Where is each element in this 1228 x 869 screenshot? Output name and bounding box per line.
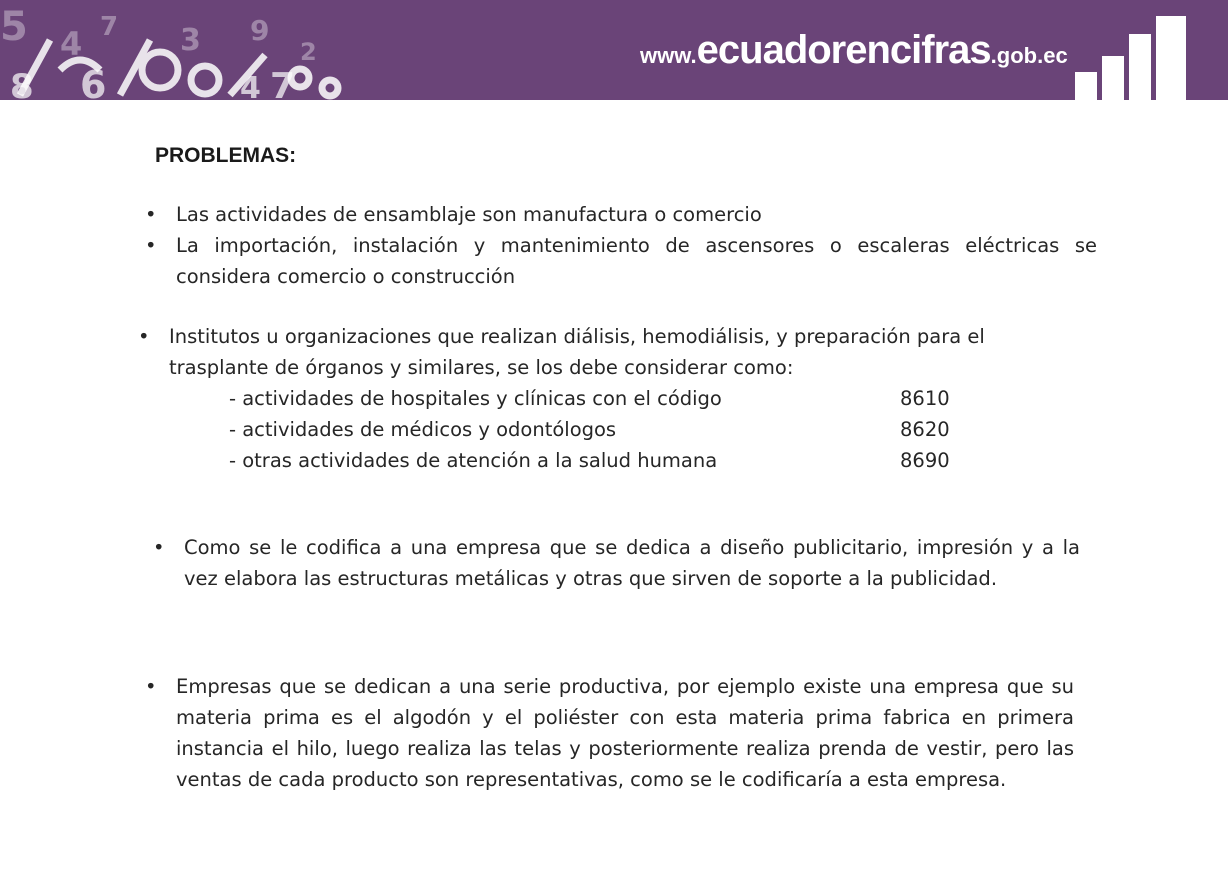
url-main: ecuadorencifras (696, 28, 991, 72)
svg-text:2: 2 (300, 38, 317, 66)
bullet-icon: • (138, 325, 150, 348)
code-description: - actividades de médicos y odontólogos (229, 418, 617, 441)
bullet-icon: • (145, 675, 157, 698)
url-suffix: .gob.ec (990, 43, 1068, 68)
svg-text:6: 6 (80, 63, 107, 100)
list-item (145, 199, 1097, 230)
svg-text:4: 4 (60, 25, 83, 63)
bullet-icon: • (153, 536, 165, 559)
code-row (169, 383, 1069, 414)
url-prefix: www. (640, 43, 697, 68)
numbers-decoration-icon (0, 0, 370, 100)
code-value: 8610 (900, 387, 950, 410)
bullet-group-4 (145, 671, 1074, 795)
site-url-logo (640, 28, 1068, 73)
code-row (169, 414, 1069, 445)
list-item-text: La importación, instalación y mantenimiento de ascensores o escaleras eléctricas se considera comercio o construcción (176, 234, 1097, 288)
svg-text:7: 7 (270, 66, 296, 100)
list-item-text: Como se le codifica a una empresa que se dedica a diseño publicitario, impresión y a la vez elabora las estructuras metálicas y otras que sirven de soporte a la publicidad. (184, 536, 1080, 590)
svg-text:4: 4 (240, 71, 261, 100)
code-row (169, 445, 1069, 476)
list-item-text: Institutos u organizaciones que realizan diálisis, hemodiálisis, y preparación para el trasplante de órganos y similares, se los debe considerar como: (169, 325, 985, 379)
page-title: PROBLEMAS: (155, 144, 297, 167)
list-item-text: Las actividades de ensamblaje son manufactura o comercio (176, 203, 762, 226)
list-item (138, 321, 1069, 383)
list-item (145, 671, 1074, 795)
list-item (153, 532, 1080, 594)
bullet-group-3 (153, 532, 1080, 594)
svg-text:3: 3 (180, 23, 201, 58)
svg-text:8: 8 (10, 67, 34, 100)
code-value: 8620 (900, 418, 950, 441)
code-description: - otras actividades de atención a la salud humana (229, 449, 718, 472)
svg-text:7: 7 (100, 12, 119, 42)
code-value: 8690 (900, 449, 950, 472)
bar-chart-logo-icon (1070, 12, 1200, 100)
list-item (145, 230, 1097, 292)
svg-text:5: 5 (0, 4, 28, 50)
header-banner (0, 0, 1228, 100)
code-description: - actividades de hospitales y clínicas con el código (229, 387, 722, 410)
svg-text:9: 9 (250, 14, 270, 47)
bullet-group-2 (138, 321, 1069, 476)
bullet-icon: • (145, 203, 157, 226)
bullet-icon: • (145, 234, 157, 257)
list-item-text: Empresas que se dedican a una serie productiva, por ejemplo existe una empresa que su materia prima es el algodón y el poliéster con esta materia prima fabrica en primera instancia el hilo, luego realiza las telas y posteriormente realiza prenda de vestir, pero las ventas de cada producto son representativas, como se le codificaría a esta empresa. (176, 675, 1074, 791)
bullet-group-1 (145, 199, 1097, 292)
